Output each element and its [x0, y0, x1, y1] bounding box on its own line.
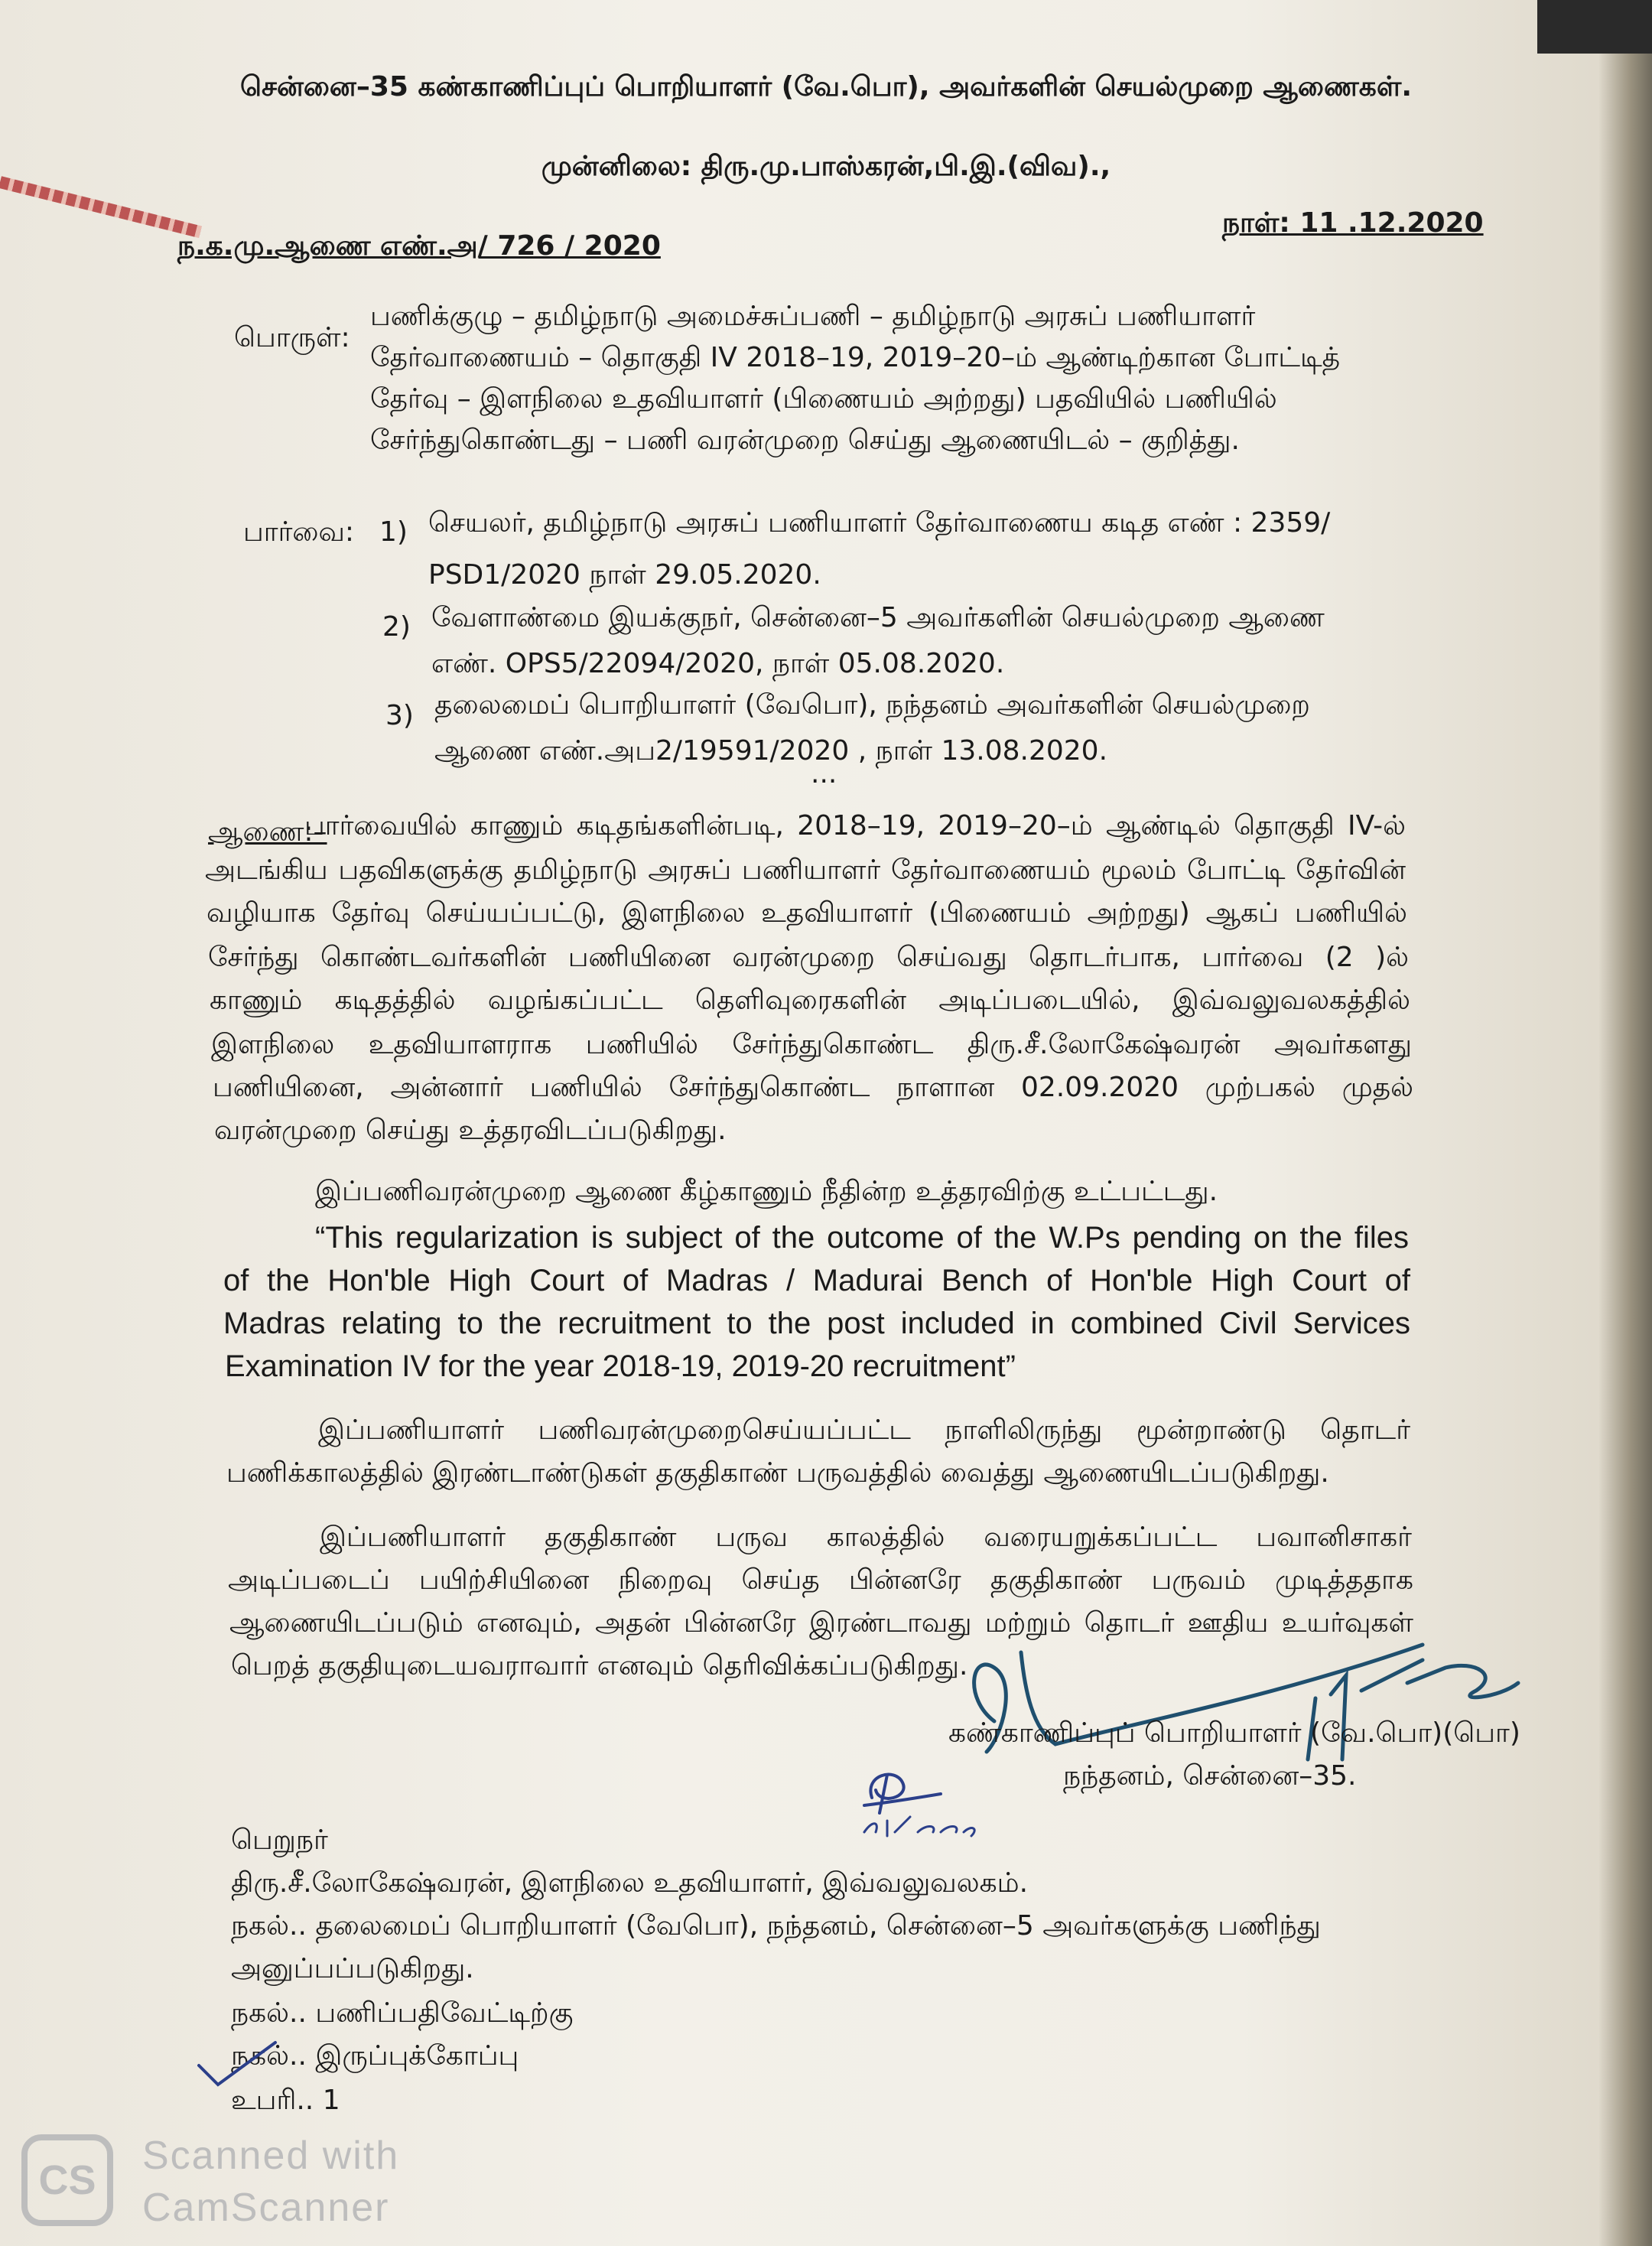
recipient-line: திரு.சீ.லோகேஷ்வரன், இளநிலை உதவியாளர், இவ்வலுவலகம்.: [231, 1867, 1029, 1899]
scan-corner: [1537, 0, 1652, 54]
recipient-label: பெறுநர்: [231, 1824, 328, 1856]
reference-line: தலைமைப் பொறியாளர் (வேபொ), நந்தனம் அவர்களின் செயல்முறை: [434, 689, 1310, 721]
subject-line: பணிக்குழு – தமிழ்நாடு அமைச்சுப்பணி – தமிழ்நாடு அரசுப் பணியாளர்: [370, 301, 1256, 332]
order-date: நாள்: 11 .12.2020: [1222, 207, 1484, 239]
reference-number: 3): [385, 700, 414, 731]
copy-line: நகல்.. பணிப்பதிவேட்டிற்கு: [231, 1997, 574, 2029]
court-quote-line: “This regularization is subject of the outcome of the W.Ps pending on the files: [315, 1221, 1409, 1255]
training-line: பெறத் தகுதியுடையவராவார் எனவும் தெரிவிக்கப்படுகிறது.: [231, 1650, 968, 1681]
red-thread: [0, 176, 202, 238]
camscanner-logo-icon: CS: [21, 2134, 113, 2226]
reference-line: செயலர், தமிழ்நாடு அரசுப் பணியாளர் தேர்வாணைய கடித எண் : 2359/: [428, 507, 1331, 539]
court-quote-line: Examination IV for the year 2018-19, 2019-20 recruitment”: [225, 1349, 1016, 1383]
subject-line: தேர்வாணையம் – தொகுதி IV 2018–19, 2019–20–ம் ஆண்டிற்கான போட்டித்: [370, 342, 1341, 373]
subject-line: சேர்ந்துகொண்டது – பணி வரன்முறை செய்து ஆணையிடல் – குறித்து.: [370, 425, 1240, 456]
probation-line: பணிக்காலத்தில் இரண்டாண்டுகள் தகுதிகாண் பருவத்தில் வைத்து ஆணையிடப்படுகிறது.: [226, 1457, 1329, 1489]
reference-line: ஆணை எண்.அப2/19591/2020 , நாள் 13.08.2020.: [434, 735, 1108, 767]
order-number: ந.க.மு.ஆணை எண்.அ/ 726 / 2020: [177, 230, 661, 262]
order-paragraph-line: இளநிலை உதவியாளராக பணியில் சேர்ந்துகொண்ட திரு.சீ.லோகேஷ்வரன் அவர்களது: [211, 1029, 1412, 1060]
court-quote-line: of the Hon'ble High Court of Madras / Madurai Bench of Hon'ble High Court of: [223, 1264, 1410, 1297]
watermark-line: CamScanner: [142, 2186, 390, 2230]
order-paragraph-line: பணியினை, அன்னார் பணியில் சேர்ந்துகொண்ட நாளான 02.09.2020 முற்பகல் முதல்: [213, 1072, 1413, 1103]
subject-label: பொருள்:: [234, 322, 350, 353]
reference-line: வேளாண்மை இயக்குநர், சென்னை–5 அவர்களின் செயல்முறை ஆணை: [431, 602, 1325, 633]
order-paragraph-line: பார்வையில் காணும் கடிதங்களின்படி, 2018–19, 2019–20–ம் ஆண்டில் தொகுதி IV-ல்: [304, 810, 1406, 841]
reference-line: எண். OPS5/22094/2020, நாள் 05.08.2020.: [431, 648, 1005, 679]
document-title: சென்னை–35 கண்காணிப்புப் பொறியாளர் (வே.பொ), அவர்களின் செயல்முறை ஆணைகள்.: [239, 71, 1412, 103]
reference-number: 1): [379, 516, 408, 548]
subject-line: தேர்வு – இளநிலை உதவியாளர் (பிணையம் அற்றது) பதவியில் பணியில்: [370, 383, 1277, 415]
references-ellipsis: ...: [811, 758, 837, 789]
page-edge-shadow: [1598, 0, 1652, 2246]
presence-line: முன்னிலை: திரு.மு.பாஸ்கரன்,பி.இ.(விவ).,: [541, 151, 1111, 182]
copy-line: நகல்.. தலைமைப் பொறியாளர் (வேபொ), நந்தனம், சென்னை–5 அவர்களுக்கு பணிந்து: [231, 1910, 1321, 1942]
signatory-place: நந்தனம், சென்னை–35.: [1063, 1760, 1357, 1792]
training-line: இப்பணியாளர் தகுதிகாண் பருவ காலத்தில் வரையறுக்கப்பட்ட பவானிசாகர்: [320, 1522, 1412, 1553]
copy-line: நகல்.. இருப்புக்கோப்பு: [231, 2040, 519, 2072]
signatory-designation: கண்காணிப்புப் பொறியாளர் (வே.பொ)(பொ): [948, 1717, 1520, 1749]
order-paragraph-line: வழியாக தேர்வு செய்யப்பட்டு, இளநிலை உதவியாளர் (பிணையம் அற்றது) ஆகப் பணியில்: [206, 897, 1407, 929]
handwritten-signature: [948, 1606, 1530, 1782]
order-paragraph-line: காணும் கடிதத்தில் வழங்கப்பட்ட தெளிவுரைகளின் அடிப்படையில், இவ்வலுவலகத்தில்: [210, 985, 1410, 1016]
watermark-line: Scanned with: [142, 2134, 400, 2178]
court-quote-line: Madras relating to the recruitment to the post included in combined Civil Services: [223, 1307, 1410, 1340]
probation-line: இப்பணியாளர் பணிவரன்முறைசெய்யப்பட்ட நாளிலிருந்து மூன்றாண்டு தொடர்: [318, 1414, 1410, 1446]
tick-mark-icon: [191, 2027, 283, 2096]
copy-line: அனுப்பப்படுகிறது.: [231, 1953, 474, 1984]
order-label: ஆணை:–: [208, 816, 327, 848]
order-paragraph-line: சேர்ந்து கொண்டவர்களின் பணியினை வரன்முறை செய்வது தொடர்பாக, பார்வை (2 )ல்: [208, 942, 1409, 973]
training-line: ஆணையிடப்படும் எனவும், அதன் பின்னரே இரண்டாவது மற்றும் தொடர் ஊதிய உயர்வுகள்: [229, 1607, 1413, 1639]
spare-line: உபரி.. 1: [231, 2085, 340, 2116]
reference-number: 2): [382, 611, 411, 643]
training-line: அடிப்படைப் பயிற்சியினை நிறைவு செய்த பின்னரே தகுதிகாண் பருவம் முடித்ததாக: [228, 1564, 1413, 1596]
initials-stamp: [849, 1759, 979, 1844]
order-subject-note: இப்பணிவரன்முறை ஆணை கீழ்காணும் நீதின்ற உத்தரவிற்கு உட்பட்டது.: [315, 1176, 1218, 1207]
order-paragraph-line: வரன்முறை செய்து உத்தரவிடப்படுகிறது.: [214, 1115, 727, 1146]
references-label: பார்வை:: [243, 516, 355, 548]
order-paragraph-line: அடங்கிய பதவிகளுக்கு தமிழ்நாடு அரசுப் பணியாளர் தேர்வாணையம் மூலம் போட்டி தேர்வின்: [205, 854, 1406, 886]
reference-line: PSD1/2020 நாள் 29.05.2020.: [428, 559, 821, 591]
